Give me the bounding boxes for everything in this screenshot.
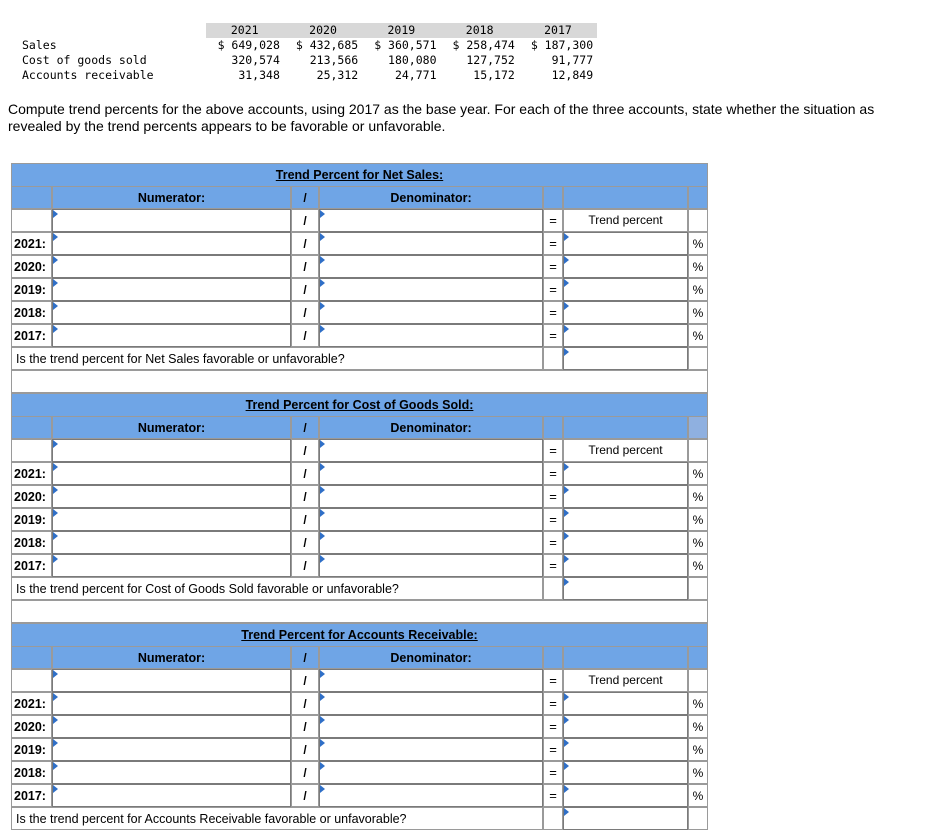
section-title-row	[11, 623, 708, 646]
denominator-input[interactable]	[319, 462, 543, 485]
year-row	[11, 531, 708, 554]
table-cell: 213,566	[309, 53, 359, 67]
trend-percent-input[interactable]	[563, 462, 688, 485]
equals-symbol: =	[543, 278, 563, 301]
table-cell: 180,080	[388, 53, 437, 67]
percent-sign: %	[688, 738, 708, 761]
year-header: 2018	[441, 23, 519, 38]
slash-symbol: /	[291, 715, 319, 738]
trend-percent-input[interactable]	[563, 715, 688, 738]
problem-instructions: Compute trend percents for the above accounts, using 2017 as the base year. For each of the three accounts, state whether the situation as revealed by the trend percents appears to be favorable or unfavorable.	[8, 101, 875, 134]
slash-symbol: /	[291, 669, 319, 692]
equals-symbol: =	[543, 531, 563, 554]
spacer-row	[11, 600, 708, 623]
equals-symbol: =	[543, 669, 563, 692]
slash-symbol: /	[291, 784, 319, 807]
table-cell: $ 258,474	[452, 38, 515, 52]
year-row	[11, 508, 708, 531]
header-blank	[543, 646, 563, 669]
numerator-input[interactable]	[52, 439, 291, 462]
numerator-input[interactable]	[52, 669, 291, 692]
percent-sign: %	[688, 485, 708, 508]
year-label: 2020:	[11, 485, 52, 508]
denominator-input[interactable]	[319, 669, 543, 692]
trend-percent-input[interactable]	[563, 554, 688, 577]
year-label: 2019:	[11, 278, 52, 301]
section-title-row	[11, 163, 708, 186]
year-header-row	[18, 23, 597, 38]
column-header-row	[11, 186, 708, 209]
year-label: 2021:	[11, 462, 52, 485]
numerator-input[interactable]	[52, 232, 291, 255]
percent-sign: %	[688, 554, 708, 577]
equals-symbol: =	[543, 738, 563, 761]
percent-sign: %	[688, 531, 708, 554]
table-cell: 127,752	[466, 53, 515, 67]
equals-symbol: =	[543, 692, 563, 715]
table-cell: 320,574	[231, 53, 280, 67]
header-blank	[11, 416, 52, 439]
equals-symbol: =	[543, 508, 563, 531]
blank-cell	[543, 577, 563, 600]
denominator-input[interactable]	[319, 255, 543, 278]
equals-symbol: =	[543, 554, 563, 577]
formula-row	[11, 209, 708, 232]
year-label: 2018:	[11, 531, 52, 554]
header-blank	[563, 186, 688, 209]
equals-symbol: =	[543, 439, 563, 462]
blank-cell	[688, 807, 708, 830]
denominator-input[interactable]	[319, 784, 543, 807]
percent-blank	[688, 439, 708, 462]
year-header: 2021	[206, 23, 284, 38]
percent-sign: %	[688, 462, 708, 485]
denominator-input[interactable]	[319, 278, 543, 301]
row-label: Cost of goods sold	[22, 53, 147, 67]
section-title: Trend Percent for Accounts Receivable:	[11, 623, 708, 646]
denominator-input[interactable]	[319, 554, 543, 577]
denominator-input[interactable]	[319, 439, 543, 462]
year-label: 2017:	[11, 784, 52, 807]
slash-symbol: /	[291, 738, 319, 761]
percent-sign: %	[688, 301, 708, 324]
year-row	[11, 232, 708, 255]
trend-percent-label: Trend percent	[563, 209, 688, 232]
trend-percent-input[interactable]	[563, 255, 688, 278]
year-blank	[11, 439, 52, 462]
numerator-input[interactable]	[52, 761, 291, 784]
year-label: 2021:	[11, 232, 52, 255]
year-row	[11, 761, 708, 784]
formula-row	[11, 439, 708, 462]
slash-symbol: /	[291, 531, 319, 554]
header-blank	[688, 646, 708, 669]
trend-percent-input[interactable]	[563, 301, 688, 324]
numerator-input[interactable]	[52, 784, 291, 807]
favorability-question: Is the trend percent for Cost of Goods Sold favorable or unfavorable?	[11, 577, 543, 600]
account-data-table	[18, 23, 597, 83]
trend-percent-input[interactable]	[563, 278, 688, 301]
favorability-select[interactable]	[563, 807, 688, 830]
year-row	[11, 784, 708, 807]
year-row	[11, 301, 708, 324]
slash-symbol: /	[291, 255, 319, 278]
denominator-input[interactable]	[319, 508, 543, 531]
equals-symbol: =	[543, 324, 563, 347]
numerator-input[interactable]	[52, 255, 291, 278]
trend-percent-input[interactable]	[563, 692, 688, 715]
favorability-question: Is the trend percent for Net Sales favorable or unfavorable?	[11, 347, 543, 370]
blank-header	[18, 23, 206, 38]
denominator-input[interactable]	[319, 715, 543, 738]
denominator-input[interactable]	[319, 209, 543, 232]
percent-blank	[688, 669, 708, 692]
equals-symbol: =	[543, 715, 563, 738]
table-cell: $ 187,300	[530, 38, 594, 52]
section-spacer	[11, 370, 708, 393]
year-header: 2020	[284, 23, 362, 38]
table-cell: 15,172	[473, 68, 515, 82]
numerator-input[interactable]	[52, 531, 291, 554]
favorability-row	[11, 347, 708, 370]
percent-sign: %	[688, 232, 708, 255]
numerator-header: Numerator:	[52, 646, 291, 669]
header-blank	[688, 186, 708, 209]
table-cell: 91,777	[551, 53, 594, 67]
year-row	[11, 485, 708, 508]
year-label: 2021:	[11, 692, 52, 715]
trend-percent-input[interactable]	[563, 761, 688, 784]
year-label: 2017:	[11, 554, 52, 577]
header-blank	[543, 186, 563, 209]
net-sales-trend-section	[11, 163, 708, 393]
table-cell: 12,849	[551, 68, 594, 82]
year-row	[11, 715, 708, 738]
table-cell: 31,348	[238, 68, 280, 82]
equals-symbol: =	[543, 462, 563, 485]
section-spacer	[11, 600, 708, 623]
slash-symbol: /	[291, 301, 319, 324]
table-cell: 25,312	[316, 68, 359, 82]
numerator-input[interactable]	[52, 324, 291, 347]
numerator-input[interactable]	[52, 738, 291, 761]
percent-sign: %	[688, 692, 708, 715]
section-title-row	[11, 393, 708, 416]
year-label: 2018:	[11, 761, 52, 784]
numerator-input[interactable]	[52, 278, 291, 301]
equals-symbol: =	[543, 255, 563, 278]
year-header: 2019	[362, 23, 440, 38]
trend-percent-input[interactable]	[563, 324, 688, 347]
blank-cell	[543, 347, 563, 370]
denominator-input[interactable]	[319, 738, 543, 761]
year-row	[11, 278, 708, 301]
year-label: 2020:	[11, 715, 52, 738]
denominator-header: Denominator:	[319, 416, 543, 439]
percent-sign: %	[688, 324, 708, 347]
percent-blank	[688, 209, 708, 232]
denominator-header: Denominator:	[319, 646, 543, 669]
year-row	[11, 738, 708, 761]
slash-symbol: /	[291, 761, 319, 784]
numerator-input[interactable]	[52, 715, 291, 738]
column-header-row	[11, 416, 708, 439]
header-blank	[563, 416, 688, 439]
table-row	[18, 53, 597, 68]
favorability-row	[11, 577, 708, 600]
column-header-row	[11, 646, 708, 669]
blank-cell	[688, 577, 708, 600]
blank-cell	[688, 347, 708, 370]
slash-symbol: /	[291, 692, 319, 715]
spacer-row	[11, 370, 708, 393]
slash-symbol: /	[291, 186, 319, 209]
slash-symbol: /	[291, 416, 319, 439]
slash-symbol: /	[291, 439, 319, 462]
denominator-input[interactable]	[319, 692, 543, 715]
numerator-input[interactable]	[52, 554, 291, 577]
equals-symbol: =	[543, 761, 563, 784]
favorability-question: Is the trend percent for Accounts Receivable favorable or unfavorable?	[11, 807, 543, 830]
table-cell: $ 360,571	[374, 38, 437, 52]
year-label: 2017:	[11, 324, 52, 347]
percent-sign: %	[688, 255, 708, 278]
slash-symbol: /	[291, 278, 319, 301]
year-label: 2020:	[11, 255, 52, 278]
year-row	[11, 462, 708, 485]
denominator-input[interactable]	[319, 761, 543, 784]
slash-symbol: /	[291, 508, 319, 531]
trend-percent-label: Trend percent	[563, 439, 688, 462]
numerator-header: Numerator:	[52, 186, 291, 209]
numerator-header: Numerator:	[52, 416, 291, 439]
favorability-select[interactable]	[563, 577, 688, 600]
equals-symbol: =	[543, 209, 563, 232]
year-blank	[11, 209, 52, 232]
cogs-trend-section	[11, 393, 708, 623]
header-blank	[11, 186, 52, 209]
year-row	[11, 554, 708, 577]
slash-symbol: /	[291, 209, 319, 232]
trend-percent-input[interactable]	[563, 508, 688, 531]
slash-symbol: /	[291, 646, 319, 669]
numerator-input[interactable]	[52, 301, 291, 324]
trend-percent-input[interactable]	[563, 531, 688, 554]
slash-symbol: /	[291, 462, 319, 485]
trend-percent-input[interactable]	[563, 738, 688, 761]
equals-symbol: =	[543, 232, 563, 255]
header-blank	[543, 416, 563, 439]
year-row	[11, 324, 708, 347]
numerator-input[interactable]	[52, 508, 291, 531]
equals-symbol: =	[543, 784, 563, 807]
numerator-input[interactable]	[52, 485, 291, 508]
trend-percent-input[interactable]	[563, 485, 688, 508]
table-cell: $ 432,685	[295, 38, 359, 52]
equals-symbol: =	[543, 301, 563, 324]
blank-cell	[543, 807, 563, 830]
table-row	[18, 38, 597, 53]
table-cell: 24,771	[394, 68, 437, 82]
formula-row	[11, 669, 708, 692]
header-blank	[11, 646, 52, 669]
equals-symbol: =	[543, 485, 563, 508]
trend-percent-label: Trend percent	[563, 669, 688, 692]
table-row	[18, 68, 597, 83]
slash-symbol: /	[291, 324, 319, 347]
favorability-row	[11, 807, 708, 830]
slash-symbol: /	[291, 485, 319, 508]
year-row	[11, 692, 708, 715]
header-blank	[563, 646, 688, 669]
year-label: 2019:	[11, 508, 52, 531]
denominator-header: Denominator:	[319, 186, 543, 209]
year-label: 2018:	[11, 301, 52, 324]
year-header: 2017	[519, 23, 597, 38]
percent-sign: %	[688, 784, 708, 807]
denominator-input[interactable]	[319, 485, 543, 508]
denominator-input[interactable]	[319, 531, 543, 554]
numerator-input[interactable]	[52, 692, 291, 715]
row-label: Sales	[22, 38, 57, 52]
percent-sign: %	[688, 715, 708, 738]
trend-percent-input[interactable]	[563, 784, 688, 807]
section-title: Trend Percent for Net Sales:	[11, 163, 708, 186]
denominator-input[interactable]	[319, 301, 543, 324]
year-row	[11, 255, 708, 278]
denominator-input[interactable]	[319, 232, 543, 255]
table-cell: $ 649,028	[217, 38, 280, 52]
trend-percent-input[interactable]	[563, 232, 688, 255]
percent-sign: %	[688, 278, 708, 301]
numerator-input[interactable]	[52, 209, 291, 232]
row-label: Accounts receivable	[22, 68, 154, 82]
favorability-select[interactable]	[563, 347, 688, 370]
year-blank	[11, 669, 52, 692]
slash-symbol: /	[291, 554, 319, 577]
slash-symbol: /	[291, 232, 319, 255]
percent-sign: %	[688, 508, 708, 531]
accounts-receivable-trend-section	[11, 623, 708, 830]
denominator-input[interactable]	[319, 324, 543, 347]
year-label: 2019:	[11, 738, 52, 761]
percent-sign: %	[688, 761, 708, 784]
header-blank	[688, 416, 708, 439]
numerator-input[interactable]	[52, 462, 291, 485]
section-title: Trend Percent for Cost of Goods Sold:	[11, 393, 708, 416]
